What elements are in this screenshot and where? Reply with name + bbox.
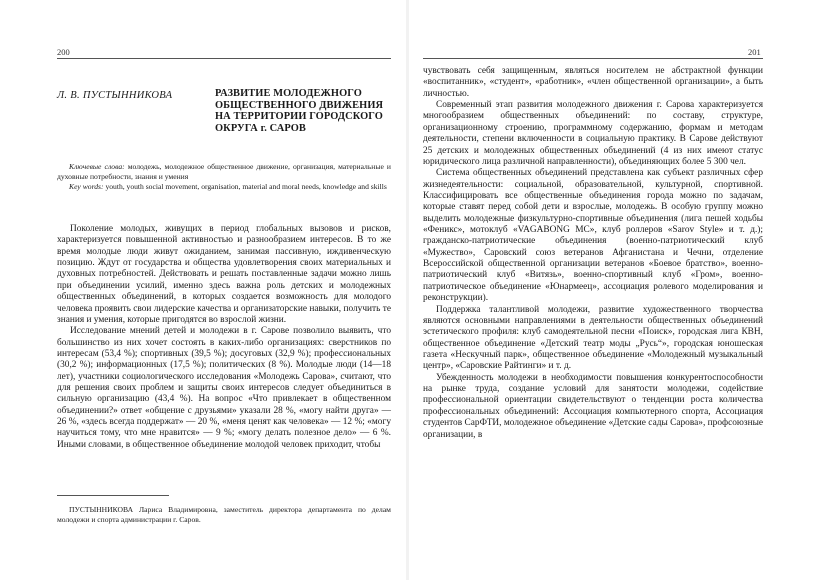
paragraph-continuation: чувствовать себя защищенным, являться носителем не абстрактной функции «воспитанник», «студент», «работник», «член общественной организации», а быть личностью. bbox=[423, 66, 763, 99]
keywords-ru bbox=[57, 162, 391, 181]
page-number: 201 bbox=[748, 47, 761, 57]
left-body-text bbox=[57, 224, 391, 451]
paragraph: Исследование мнений детей и молодежи в г. Сарове позволило выявить, что большинство из них хочет состоять в каких-либо организациях: сверстников по интересам (53,4 %); спортивных (39,5 %); досуговых (32,9 %); профессиональных (30,2 %); информационных (17,5 %); политических (8 %). Молодые люди (14—18 лет), участники социологического исследования «Молодежь Сарова», считают, что для решения своих проблем и защиты своих интересов следует объединиться в сильную организацию (43,4 %). На вопрос «Что привлекает в общественном объединении?» ответ «общение с друзьями» указали 28 %, «могу найти друга» — 26 %, «здесь всегда поддержат» — 20 %, «меня ценят как человека» — 12 %; «могу научиться тому, что мне нравится» — 9 %; «могу делать полезное дело» — 6 %. Иными словами, в общественное объединение молодой человек приходит, чтобы bbox=[57, 326, 391, 450]
keywords-en-text: youth, youth social movement, organisation, material and moral needs, knowledge and skills bbox=[105, 182, 387, 191]
left-page bbox=[0, 0, 405, 580]
article-author: Л. В. ПУСТЫННИКОВА bbox=[57, 90, 173, 101]
footnote-rule bbox=[57, 495, 169, 496]
header-rule bbox=[57, 58, 391, 59]
right-page bbox=[410, 0, 820, 580]
paragraph: Поддержка талантливой молодежи, развитие художественного творчества являются основными направлениями в деятельности общественных объединений эстетического профиля: клуб самодеятельной песни «Поиск», городская лига КВН, общественное объединение «Детский театр моды „Русь“», городская юношеская газета «Нескучный парк», общественное объединение «Молодежный музыкальный центр», «Саровские Райтинги» и т. д. bbox=[423, 304, 763, 372]
keywords-en-label: Key words: bbox=[69, 182, 104, 191]
author-footnote: ПУСТЫННИКОВА Лариса Владимировна, заместитель директора департамента по делам молодежи и спорта администрации г. Саров. bbox=[57, 505, 391, 524]
paragraph: Убежденность молодежи в необходимости повышения конкурентоспособности на рынке труда, создание условий для занятости молодежи, содействие профессиональной ориентации свидетельствуют о тенденции роста количества профессиональных объединений: Ассоциация компьютерного спорта, Ассоциация студентов СарФТИ, молодежное объединение «Детские сады Сарова», профсоюзные организации, в bbox=[423, 372, 763, 440]
keywords-ru-text: молодежь, молодежное общественное движение, организация, материальные и духовные потребности, знания и умения bbox=[57, 162, 391, 181]
paragraph: Современный этап развития молодежного движения г. Сарова характеризуется многообразием общественных объединений: по составу, структуре, организационному строению, программному содержанию, формам и методам деятельности, степени включенности в социальную практику. В Сарове действуют 25 детских и молодежных общественных объединений (4 из них имеют статус юридического лица различной направленности), объединяющих более 5 300 чел. bbox=[423, 100, 763, 167]
header-rule bbox=[423, 58, 763, 59]
keywords-ru-label: Ключевые слова: bbox=[69, 162, 125, 171]
keywords-en bbox=[57, 182, 391, 192]
page-gutter bbox=[406, 0, 409, 580]
right-body-text bbox=[423, 66, 763, 441]
paragraph: Система общественных объединений представлена как субъект различных сфер жизнедеятельности: социальной, образовательной, культурной, спортивной. Классифицировать все общественные объединения города можно по задачам, которые ставят перед собой дети и взрослые, молодежь. В особую группу можно выделить молодежные физкультурно-спортивные объединения (лига пешей ходьбы «Феникс», мотоклуб «VAGABONG MC», клуб роллеров «Sarov Style» и т. д.); гражданско-патриотические объединения (военно-патриотический клуб «Мужество», Саровский союз ветеранов Афганистана и Чечни, отделение Всероссийской общественной организации ветеранов «Боевое братство», военно-патриотический клуб «Витязь», военно-спортивный клуб «Гром», военно-патриотическое объединение «Юнармеец», ассоциация ролевого моделирования и реконструкции). bbox=[423, 168, 763, 304]
article-title: РАЗВИТИЕ МОЛОДЕЖНОГО ОБЩЕСТВЕННОГО ДВИЖЕНИЯ НА ТЕРРИТОРИИ ГОРОДСКОГО ОКРУГА г. САРОВ bbox=[215, 88, 384, 134]
page-number: 200 bbox=[57, 47, 70, 57]
paragraph: Поколение молодых, живущих в период глобальных вызовов и рисков, характеризуется повышенной активностью и разнообразием интересов. В то же время молодые люди живут ожиданием, занимая пассивную, иждивенческую позицию. Ждут от государства и общества удовлетворения своих материальных и духовных потребностей. Действовать и решать поставленные задачи можно лишь при объединении усилий, именно здесь важна роль детских и молодежных общественных объединений, в которых создается возможность для молодого человека проявить свои лидерские качества и организаторские навыки, получить те знания и умения, которые пригодятся во взрослой жизни. bbox=[57, 224, 391, 325]
